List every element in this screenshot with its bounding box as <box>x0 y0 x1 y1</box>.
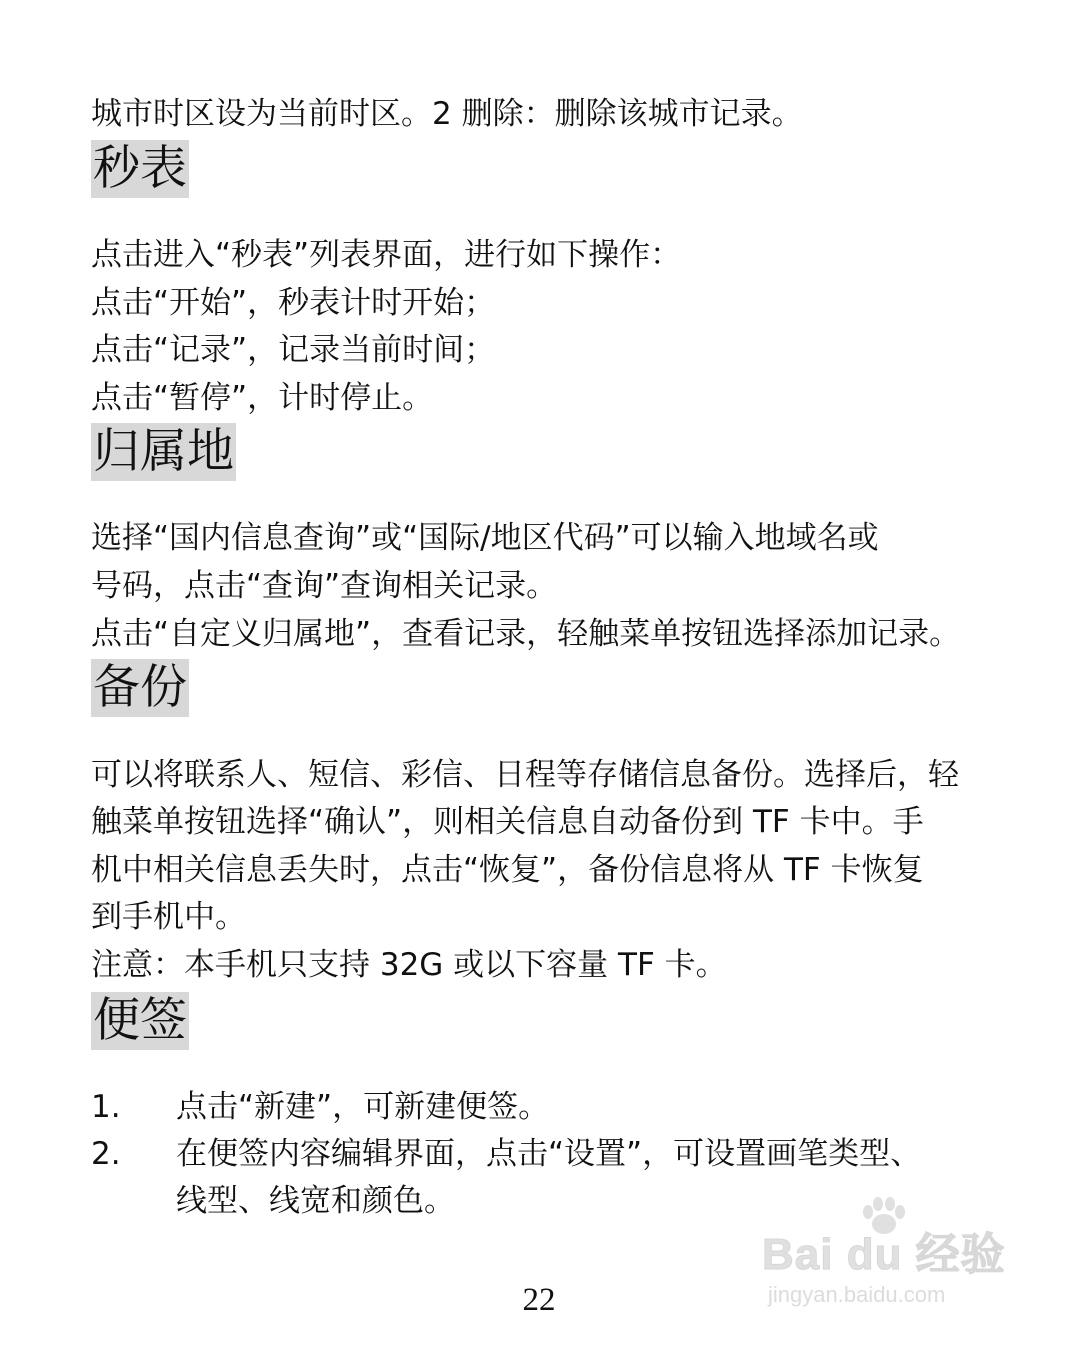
stopwatch-line: 点击“记录”，记录当前时间； <box>91 332 496 368</box>
section-heading-stopwatch: 秒表 <box>93 141 187 196</box>
stopwatch-line: 点击“开始”，秒表计时开始； <box>91 285 496 321</box>
backup-note: 注意：本手机只支持 32G 或以下容量 TF 卡。 <box>91 947 727 983</box>
section-heading-backup: 备份 <box>93 660 187 715</box>
list-item-number: 2. <box>91 1136 121 1172</box>
baidu-watermark <box>762 1196 1022 1326</box>
stopwatch-line: 点击“暂停”，计时停止。 <box>91 380 434 416</box>
location-line: 点击“自定义归属地”，查看记录，轻触菜单按钮选择添加记录。 <box>91 616 961 652</box>
watermark-url: jingyan.baidu.com <box>768 1282 946 1307</box>
backup-line: 可以将联系人、短信、彩信、日程等存储信息备份。选择后，轻 <box>91 757 959 793</box>
watermark-logo-text: Bai du 经验 <box>762 1230 1006 1279</box>
section-heading-memo: 便签 <box>93 993 187 1048</box>
backup-line: 到手机中。 <box>91 899 246 935</box>
page-number: 22 <box>522 1282 556 1318</box>
location-line: 选择“国内信息查询”或“国际/地区代码”可以输入地域名或 <box>91 520 879 556</box>
location-line: 号码，点击“查询”查询相关记录。 <box>91 568 558 604</box>
list-item-continuation: 线型、线宽和颜色。 <box>176 1183 455 1219</box>
list-item: 点击“新建”，可新建便签。 <box>176 1089 550 1125</box>
intro-line: 城市时区设为当前时区。2 删除：删除该城市记录。 <box>91 96 803 132</box>
backup-line: 触菜单按钮选择“确认”，则相关信息自动备份到 TF 卡中。手 <box>91 804 924 840</box>
stopwatch-line: 点击进入“秒表”列表界面，进行如下操作： <box>91 237 682 273</box>
list-item: 在便签内容编辑界面，点击“设置”，可设置画笔类型、 <box>176 1136 922 1172</box>
backup-line: 机中相关信息丢失时，点击“恢复”，备份信息将从 TF 卡恢复 <box>91 852 924 888</box>
section-heading-location: 归属地 <box>93 424 234 479</box>
list-item-number: 1. <box>91 1089 121 1125</box>
